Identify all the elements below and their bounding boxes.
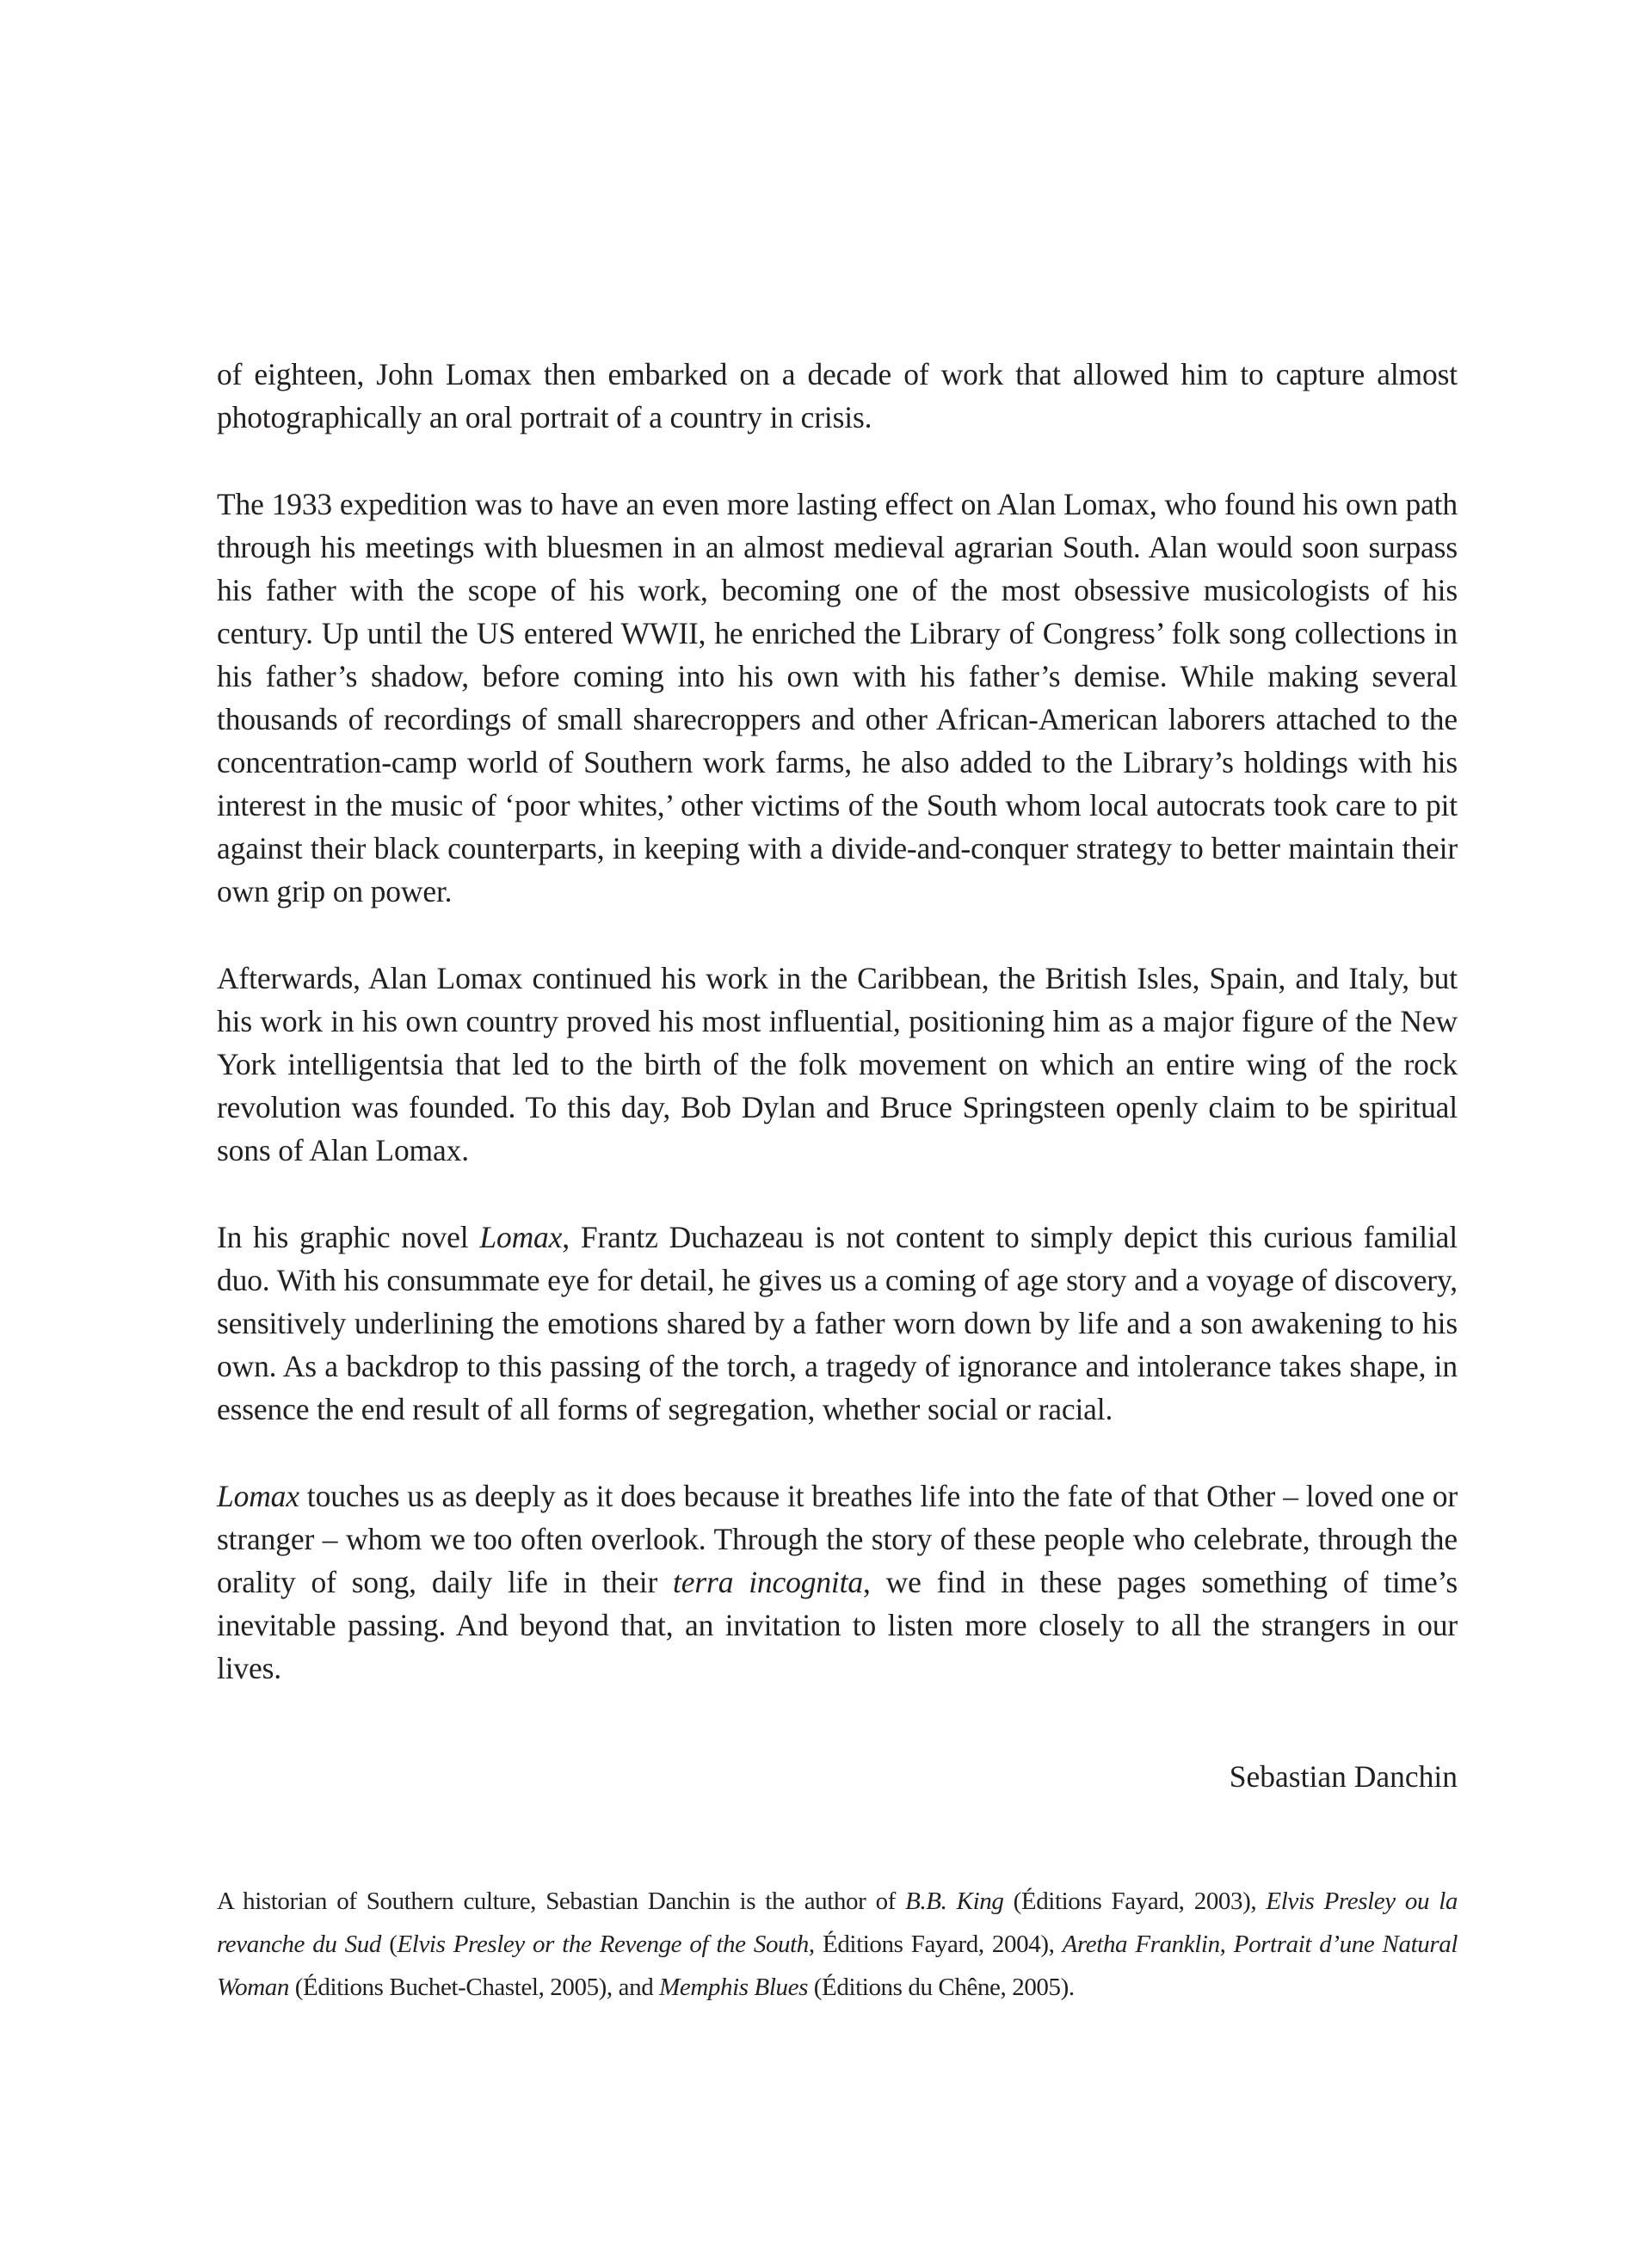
- paragraph-5: [217, 1475, 1458, 1690]
- author-bio: [217, 1880, 1458, 2009]
- paragraph-4: [217, 1216, 1458, 1431]
- paragraph-5-text-a: touches us as deeply as it does because it breathes life into the fate of that Other – loved one or stranger – whom we too often overlook. Through the story of these people who celebrate, through the orality of song, daily life in their: [217, 1479, 1458, 1599]
- bio-book-title: Memphis Blues: [659, 1974, 808, 2001]
- author-signature: Sebastian Danchin: [1229, 1759, 1458, 1794]
- paragraph-5-text-b: , we find in these pages something of time’s inevitable passing. And beyond that, an invitation to listen more closely to all the strangers in our lives.: [217, 1565, 1458, 1685]
- paragraph-4-text-b: , Frantz Duchazeau is not content to simply depict this curious familial duo. With his consummate eye for detail, he gives us a coming of age story and a voyage of discovery, sensitively underlining the emotions shared by a father worn down by life and a son awakening to his own. As a backdrop to this passing of the torch, a tragedy of ignorance and intolerance takes shape, in essence the end result of all forms of segregation, whether social or racial.: [217, 1220, 1458, 1426]
- document-page: [217, 353, 1458, 2009]
- bio-book-title: Aretha Franklin, Portrait d’une Natural Woman: [217, 1931, 1458, 2001]
- bio-book-title: B.B. King: [905, 1887, 1004, 1915]
- bio-text: (Éditions Fayard, 2003),: [1003, 1887, 1267, 1915]
- bio-text: (: [380, 1931, 398, 1958]
- bio-text: , Éditions Fayard, 2004),: [808, 1931, 1063, 1958]
- paragraph-2: The 1933 expedition was to have an even more lasting effect on Alan Lomax, who found his own path through his meetings with bluesmen in an almost medieval agrarian South. Alan would soon surpass his father with the scope of his work, becoming one of the most obsessive musicologists of his century. Up until the US entered WWII, he enriched the Library of Congress’ folk song collections in his father’s shadow, before coming into his own with his father’s demise. While making several thousands of recordings of small sharecroppers and other African-American laborers attached to the concentration-camp world of Southern work farms, he also added to the Library’s holdings with his interest in the music of ‘poor whites,’ other victims of the South whom local autocrats took care to pit against their black counterparts, in keeping with a divide-and-conquer strategy to better maintain their own grip on power.: [217, 487, 1458, 908]
- paragraph-3: Afterwards, Alan Lomax continued his work in the Caribbean, the British Isles, Spain, and Italy, but his work in his own country proved his most influential, positioning him as a major figure of the New York intelligentsia that led to the birth of the folk movement on which an entire wing of the rock revolution was founded. To this day, Bob Dylan and Bruce Springsteen openly claim to be spiritual sons of Alan Lomax.: [217, 961, 1458, 1167]
- book-title-lomax: Lomax: [217, 1479, 299, 1513]
- bio-text: A historian of Southern culture, Sebastian Danchin is the author of: [217, 1887, 906, 1915]
- paragraph-1: of eighteen, John Lomax then embarked on a decade of work that allowed him to capture almost photographically an oral portrait of a country in crisis.: [217, 357, 1458, 434]
- italic-phrase: terra incognita: [673, 1565, 863, 1599]
- bio-text: (Éditions du Chêne, 2005).: [807, 1974, 1075, 2001]
- bio-book-title: Elvis Presley ou la revanche du Sud: [217, 1887, 1458, 1958]
- bio-text: (Éditions Buchet-Chastel, 2005), and: [288, 1974, 660, 2001]
- paragraph-4-text-a: In his graphic novel: [217, 1220, 480, 1254]
- book-title-lomax: Lomax: [479, 1220, 563, 1254]
- bio-book-title: Elvis Presley or the Revenge of the South: [397, 1931, 809, 1958]
